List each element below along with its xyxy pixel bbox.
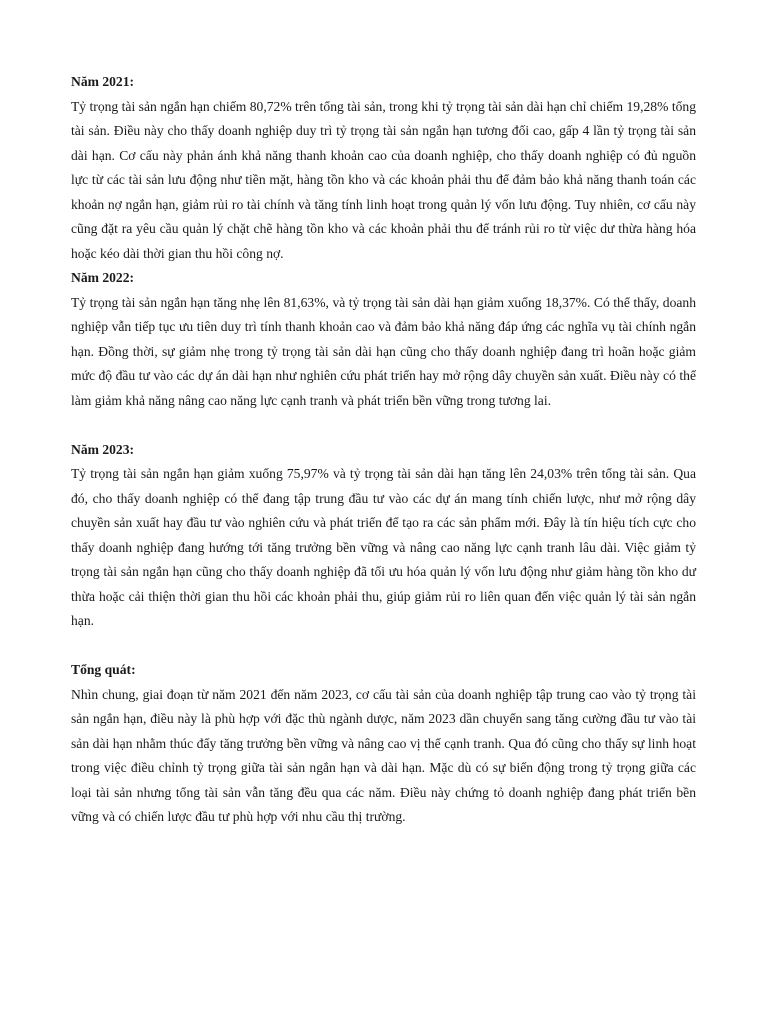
section-paragraph: Tỷ trọng tài sản ngắn hạn tăng nhẹ lên 81,63%, và tỷ trọng tài sản dài hạn giảm xuống 18,37%. Có thể thấy, doanh nghiệp vẫn tiếp tục ưu tiên duy trì tính thanh khoản cao và đảm bảo khả năng đáp ứng các nghĩa vụ tài chính ngắn hạn. Đồng thời, sự giảm nhẹ trong tỷ trọng tài sản dài hạn cũng cho thấy doanh nghiệp đang trì hoãn hoặc giảm mức độ đầu tư vào các dự án dài hạn như nghiên cứu phát triển hay mở rộng dây chuyền sản xuất. Điều này có thể làm giảm khả năng nâng cao năng lực cạnh tranh và phát triển bền vững trong tương lai. [71, 294, 696, 408]
document-page [71, 70, 696, 830]
section-heading: Tổng quát: [71, 662, 136, 677]
section-2021 [71, 70, 696, 266]
section-paragraph: Nhìn chung, giai đoạn từ năm 2021 đến năm 2023, cơ cấu tài sản của doanh nghiệp tập trung cao vào tỷ trọng tài sản ngắn hạn, điều này là phù hợp với đặc thù ngành dược, năm 2023 dần chuyển sang tăng cường đầu tư vào tài sản dài hạn nhằm thúc đẩy tăng trưởng bền vững và nâng cao vị thế cạnh tranh. Qua đó cũng cho thấy sự linh hoạt trong việc điều chỉnh tỷ trọng giữa tài sản ngắn hạn và dài hạn. Mặc dù có sự biến động trong tỷ trọng giữa các loại tài sản nhưng tổng tài sản vẫn tăng đều qua các năm. Điều này chứng tỏ doanh nghiệp đang phát triển bền vững và có chiến lược đầu tư phù hợp với nhu cầu thị trường. [71, 686, 696, 824]
section-paragraph: Tỷ trọng tài sản ngắn hạn giảm xuống 75,97% và tỷ trọng tài sản dài hạn tăng lên 24,03% trên tổng tài sản. Qua đó, cho thấy doanh nghiệp có thể đang tập trung đầu tư vào các dự án mang tính chiến lược, như mở rộng dây chuyền sản xuất hay đầu tư vào nghiên cứu và phát triển để tạo ra các sản phẩm mới. Đây là tín hiệu tích cực cho thấy doanh nghiệp đang hướng tới tăng trưởng bền vững và nâng cao năng lực cạnh tranh lâu dài. Việc giảm tỷ trọng tài sản ngắn hạn cũng cho thấy doanh nghiệp đã tối ưu hóa quản lý vốn lưu động như giảm hàng tồn kho dư thừa hoặc cải thiện thời gian thu hồi các khoản phải thu, giúp giảm rủi ro liên quan đến việc quản lý tài sản ngắn hạn. [71, 466, 696, 628]
blank-line [71, 413, 696, 438]
section-heading: Năm 2022: [71, 270, 135, 285]
section-summary [71, 658, 696, 830]
section-heading: Năm 2021: [71, 74, 135, 89]
section-heading: Năm 2023: [71, 441, 135, 457]
section-2023 [71, 438, 696, 634]
section-paragraph: Tỷ trọng tài sản ngắn hạn chiếm 80,72% trên tổng tài sản, trong khi tỷ trọng tài sản dài hạn chỉ chiếm 19,28% tổng tài sản. Điều này cho thấy doanh nghiệp duy trì tỷ trọng tài sản ngắn hạn tương đối cao, gấp 4 lần tỷ trọng tài sản dài hạn. Cơ cấu này phản ánh khả năng thanh khoản cao của doanh nghiệp, cho thấy doanh nghiệp có đủ nguồn lực từ các tài sản lưu động như tiền mặt, hàng tồn kho và các khoản phải thu để đảm bảo khả năng thanh toán các khoản nợ ngắn hạn, giảm rủi ro tài chính và tăng tính linh hoạt trong quản lý vốn lưu động. Tuy nhiên, cơ cấu này cũng đặt ra yêu cầu quản lý chặt chẽ hàng tồn kho và các khoản phải thu để tránh rủi ro từ việc dư thừa hàng hóa hoặc kéo dài thời gian thu hồi công nợ. [71, 98, 696, 261]
section-2022 [71, 266, 696, 413]
blank-line [71, 634, 696, 659]
